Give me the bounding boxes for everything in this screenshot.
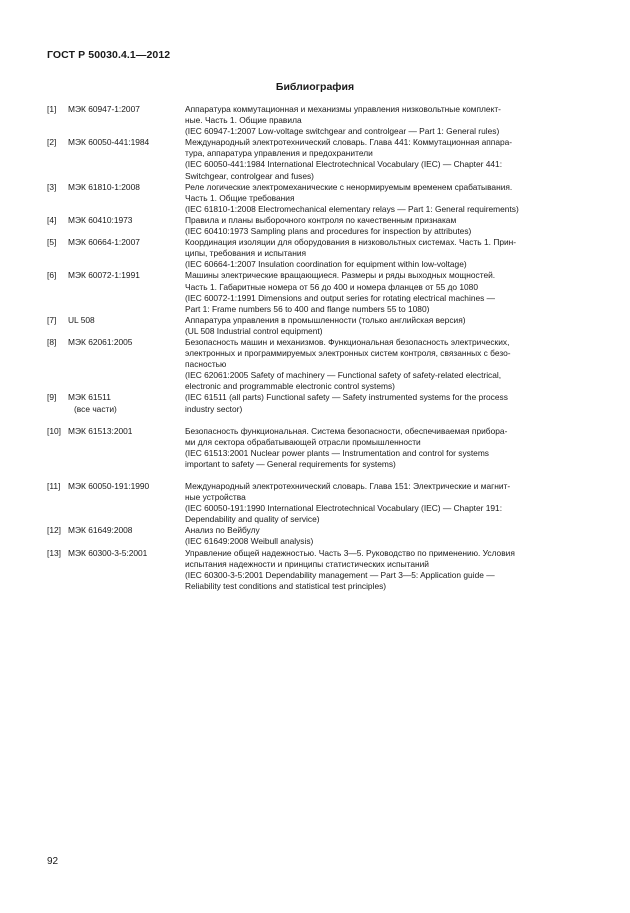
entry-description-line: ми для сектора обрабатывающей отрасли промышленности xyxy=(185,436,421,447)
entry-standard-code xyxy=(68,215,185,237)
entry-standard-code xyxy=(68,137,185,181)
entry-standard-code xyxy=(68,426,185,470)
entry-description-line: (IEC 60072-1:1991 Dimensions and output series for rotating electrical machines — xyxy=(185,292,496,303)
entry-number: [12] xyxy=(47,525,61,536)
entry-description xyxy=(185,237,587,270)
bibliography-entry xyxy=(47,337,587,392)
entry-number: [4] xyxy=(47,214,57,225)
entry-description xyxy=(185,548,587,592)
entry-description-line: Dependability and quality of service) xyxy=(185,514,320,525)
entry-description-line: Reliability test conditions and statistical test principles) xyxy=(185,580,387,591)
entry-description xyxy=(185,270,587,314)
entry-description-line: электронных и программируемых электронных систем контроля, связанных с безо- xyxy=(185,348,511,359)
bibliography-entry xyxy=(47,237,587,270)
entry-number: [3] xyxy=(47,181,57,192)
entry-description-line: (IEC 62061:2005 Safety of machinery — Functional safety of safety-related electrical, xyxy=(185,370,502,381)
entry-number: [13] xyxy=(47,547,61,558)
entry-number: [1] xyxy=(47,104,57,114)
entry-description xyxy=(185,392,587,414)
entry-description-line: Координация изоляции для оборудования в низковольтных системах. Часть 1. Прин- xyxy=(185,237,517,248)
entry-standard-code xyxy=(68,481,185,525)
bibliography-entry xyxy=(47,481,587,525)
entry-description xyxy=(185,315,587,337)
entry-description xyxy=(185,426,587,470)
entry-number: [9] xyxy=(47,392,57,403)
standard-code-text: МЭК 60947-1:2007 xyxy=(68,104,140,114)
standard-code-text: МЭК 61513:2001 xyxy=(68,425,133,436)
entry-description-line: (IEC 60947-1:2007 Low-voltage switchgear and controlgear — Part 1: General rules) xyxy=(185,126,500,137)
bibliography-entry xyxy=(47,426,587,470)
entry-description-line: тура, аппаратура управления и предохранители xyxy=(185,148,373,159)
standard-code-text: UL 508 xyxy=(68,314,95,325)
entry-description-line: Управление общей надежностью. Часть 3—5. Руководство по применению. Условия xyxy=(185,547,515,558)
entry-description-line: Часть 1. Общие требования xyxy=(185,192,295,203)
entry-description-line: Правила и планы выборочного контроля по качественным признакам xyxy=(185,214,457,225)
entry-description-line: пасностью xyxy=(185,359,227,370)
entry-description-line: ципы, требования и испытания xyxy=(185,248,307,259)
bibliography-entry xyxy=(47,270,587,314)
entry-description-line: (IEC 61810-1:2008 Electromechanical elementary relays — Part 1: General requirements) xyxy=(185,203,519,214)
bibliography-entry xyxy=(47,525,587,547)
entry-number: [5] xyxy=(47,237,57,248)
bibliography-entry xyxy=(47,104,587,137)
entry-description-line: Аппаратура управления в промышленности (только английская версия) xyxy=(185,314,466,325)
entry-description-line: (IEC 60050-191:1990 International Electrotechnical Vocabulary (IEC) — Chapter 191: xyxy=(185,503,503,514)
entry-description-line: important to safety — General requirements for systems) xyxy=(185,458,396,469)
entry-description-line: (IEC 60410:1973 Sampling plans and procedures for inspection by attributes) xyxy=(185,226,472,237)
entry-number: [10] xyxy=(47,425,61,436)
entry-description-line: Международный электротехнический словарь. Глава 151: Электрические и магнит- xyxy=(185,481,511,491)
page-title: Библиография xyxy=(275,81,355,93)
bibliography-entry xyxy=(47,182,587,215)
entry-description xyxy=(185,182,587,215)
entry-description-line: Реле логические электромеханические с ненормируемым временем срабатывания. xyxy=(185,181,513,192)
entry-standard-code xyxy=(68,337,185,392)
bibliography-entry xyxy=(47,548,587,592)
entry-description xyxy=(185,137,587,181)
entry-description-line: Часть 1. Габаритные номера от 56 до 400 и номера фланцев от 55 до 1080 xyxy=(185,281,478,292)
entry-description xyxy=(185,337,587,392)
standard-code-text: МЭК 60050-441:1984 xyxy=(68,137,150,148)
bibliography-list xyxy=(47,104,587,592)
page-number: 92 xyxy=(47,856,59,867)
standard-code-text: МЭК 60664-1:2007 xyxy=(68,237,140,248)
standard-code-text: МЭК 60050-191:1990 xyxy=(68,481,150,491)
entry-description-line: испытания надежности и принципы статистических испытаний xyxy=(185,558,429,569)
bibliography-entry xyxy=(47,215,587,237)
standard-code-text: МЭК 60410:1973 xyxy=(68,214,133,225)
entry-description-line: Part 1: Frame numbers 56 to 400 and flange numbers 55 to 1080) xyxy=(185,303,430,314)
document-header: ГОСТ Р 50030.4.1—2012 xyxy=(47,49,171,61)
standard-code-text: МЭК 61649:2008 xyxy=(68,525,133,536)
bibliography-entry xyxy=(47,315,587,337)
entry-description-line: (IEC 60664-1:2007 Insulation coordination for equipment within low-voltage) xyxy=(185,259,467,270)
entry-description xyxy=(185,481,587,525)
entry-description-line: Безопасность функциональная. Система безопасности, обеспечиваемая прибора- xyxy=(185,425,508,436)
entry-description-line: (IEC 61649:2008 Weibull analysis) xyxy=(185,536,314,547)
entry-description-line: (IEC 61511 (all parts) Functional safety — Safety instrumented systems for the process xyxy=(185,392,508,403)
entry-description-line: industry sector) xyxy=(185,403,243,414)
entry-description-line: (UL 508 Industrial control equipment) xyxy=(185,325,323,336)
bibliography-entry xyxy=(47,137,587,181)
entry-description-line: ные устройства xyxy=(185,492,246,503)
entry-description-line: electronic and programmable electronic control systems) xyxy=(185,381,395,392)
standard-code-text: МЭК 61511 xyxy=(68,392,111,403)
entry-standard-code xyxy=(68,392,185,414)
entry-description-line: Машины электрические вращающиеся. Размеры и ряды выходных мощностей. xyxy=(185,270,496,281)
entry-number: [11] xyxy=(47,481,61,491)
entry-description-line: Международный электротехнический словарь. Глава 441: Коммутационная аппара- xyxy=(185,137,513,148)
standard-code-text: МЭК 60072-1:1991 xyxy=(68,270,140,281)
entry-number: [8] xyxy=(47,336,57,347)
entry-description-line: Аппаратура коммутационная и механизмы управления низковольтные комплект- xyxy=(185,104,501,114)
entry-standard-code xyxy=(68,525,185,547)
entry-standard-code xyxy=(68,315,185,337)
entry-description-line: ные. Часть 1. Общие правила xyxy=(185,115,302,126)
entry-description-line: (IEC 60050-441:1984 International Electrotechnical Vocabulary (IEC) — Chapter 441: xyxy=(185,159,503,170)
standard-code-text: МЭК 60300-3-5:2001 xyxy=(68,547,148,558)
entry-standard-code xyxy=(68,270,185,314)
entry-standard-code xyxy=(68,182,185,215)
bibliography-entry xyxy=(47,392,587,414)
entry-standard-code xyxy=(68,548,185,592)
entry-description-line: Анализ по Вейбулу xyxy=(185,525,260,536)
entry-description-line: Безопасность машин и механизмов. Функциональная безопасность электрических, xyxy=(185,336,510,347)
entry-description xyxy=(185,104,587,137)
entry-description xyxy=(185,215,587,237)
entry-description-line: (IEC 61513:2001 Nuclear power plants — Instrumentation and control for systems xyxy=(185,447,489,458)
entry-number: [6] xyxy=(47,270,57,281)
entry-number: [2] xyxy=(47,137,57,148)
standard-code-note: (все части) xyxy=(74,403,117,414)
entry-standard-code xyxy=(68,237,185,270)
standard-code-text: МЭК 61810-1:2008 xyxy=(68,181,140,192)
standard-code-text: МЭК 62061:2005 xyxy=(68,336,133,347)
entry-description-line: (IEC 60300-3-5:2001 Dependability management — Part 3—5: Application guide — xyxy=(185,569,495,580)
entry-description-line: Switchgear, controlgear and fuses) xyxy=(185,170,314,181)
entry-description xyxy=(185,525,587,547)
entry-number: [7] xyxy=(47,314,57,325)
entry-standard-code xyxy=(68,104,185,137)
